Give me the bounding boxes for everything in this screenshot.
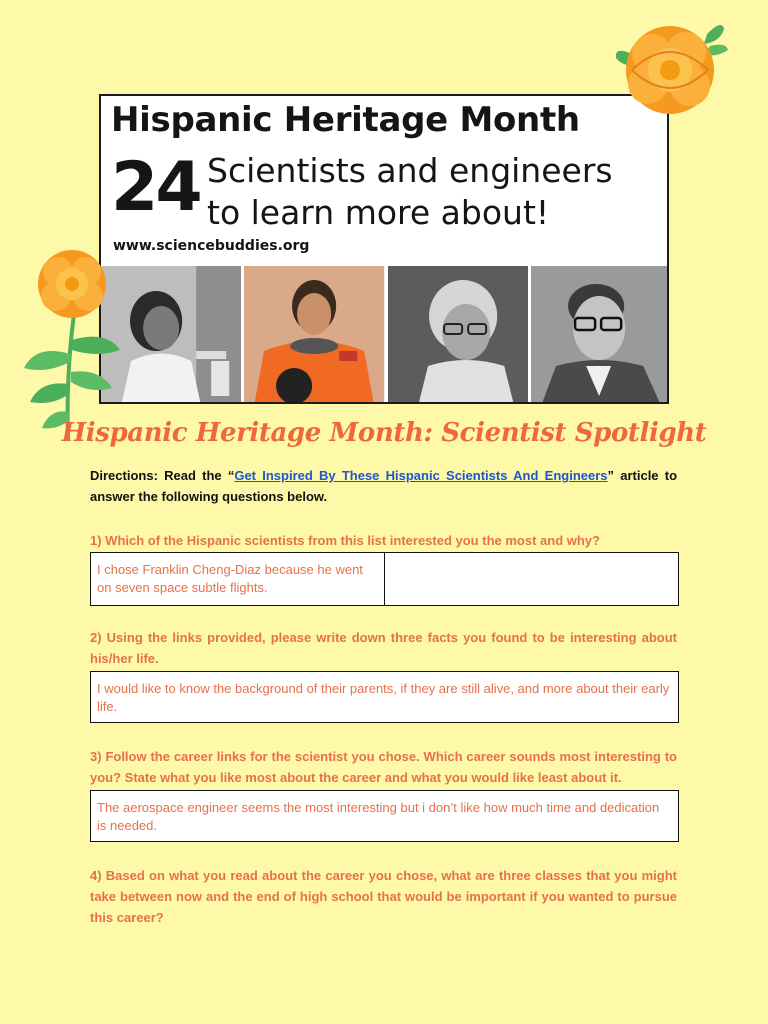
answer-1-left[interactable]: I chose Franklin Cheng-Diaz because he went on seven space subtle flights. bbox=[91, 553, 385, 605]
answer-3-text[interactable]: The aerospace engineer seems the most interesting but i don’t like how much time and dedication is needed. bbox=[97, 800, 660, 833]
page-title: Hispanic Heritage Month: Scientist Spotlight bbox=[61, 418, 707, 448]
question-1: 1) Which of the Hispanic scientists from this list interested you the most and why? bbox=[90, 533, 600, 548]
answer-2-text[interactable]: I would like to know the background of their parents, if they are still alive, and more about their early life. bbox=[97, 681, 670, 714]
answer-box-2[interactable] bbox=[90, 671, 679, 723]
directions-suffix: ” article to answer the following questions below. bbox=[90, 468, 678, 504]
scientist-photo-2 bbox=[244, 266, 384, 404]
scientist-photo-3 bbox=[388, 266, 528, 404]
answer-box-3[interactable] bbox=[90, 790, 679, 842]
photo-strip bbox=[101, 266, 669, 404]
article-link[interactable]: Get Inspired By These Hispanic Scientists And Engineers bbox=[234, 468, 608, 483]
banner-url: www.sciencebuddies.org bbox=[113, 238, 310, 254]
banner-image bbox=[99, 94, 669, 404]
answer-1-right[interactable] bbox=[385, 553, 679, 605]
question-4: 4) Based on what you read about the career you chose, what are three classes that you might take between now and the end of high school that would be important if you wanted to pursue this career? bbox=[90, 868, 677, 925]
answer-box-1[interactable] bbox=[90, 552, 679, 606]
banner-subtitle-line1: Scientists and engineers bbox=[207, 151, 613, 190]
question-3: 3) Follow the career links for the scientist you chose. Which career sounds most interesting to you? State what you like most about the career and what you would like least about it. bbox=[90, 749, 677, 785]
marigold-left bbox=[16, 244, 128, 444]
marigold-top-right bbox=[612, 14, 730, 120]
banner-number: 24 bbox=[111, 148, 200, 227]
directions-prefix: Directions: Read the “ bbox=[90, 468, 235, 483]
banner-subtitle-line2: to learn more about! bbox=[207, 193, 550, 232]
banner-title: Hispanic Heritage Month bbox=[111, 100, 580, 140]
scientist-photo-4 bbox=[531, 266, 669, 404]
directions-paragraph bbox=[90, 465, 677, 507]
question-2: 2) Using the links provided, please write down three facts you found to be interesting about his/her life. bbox=[90, 630, 677, 666]
banner-subtitle bbox=[207, 150, 613, 234]
